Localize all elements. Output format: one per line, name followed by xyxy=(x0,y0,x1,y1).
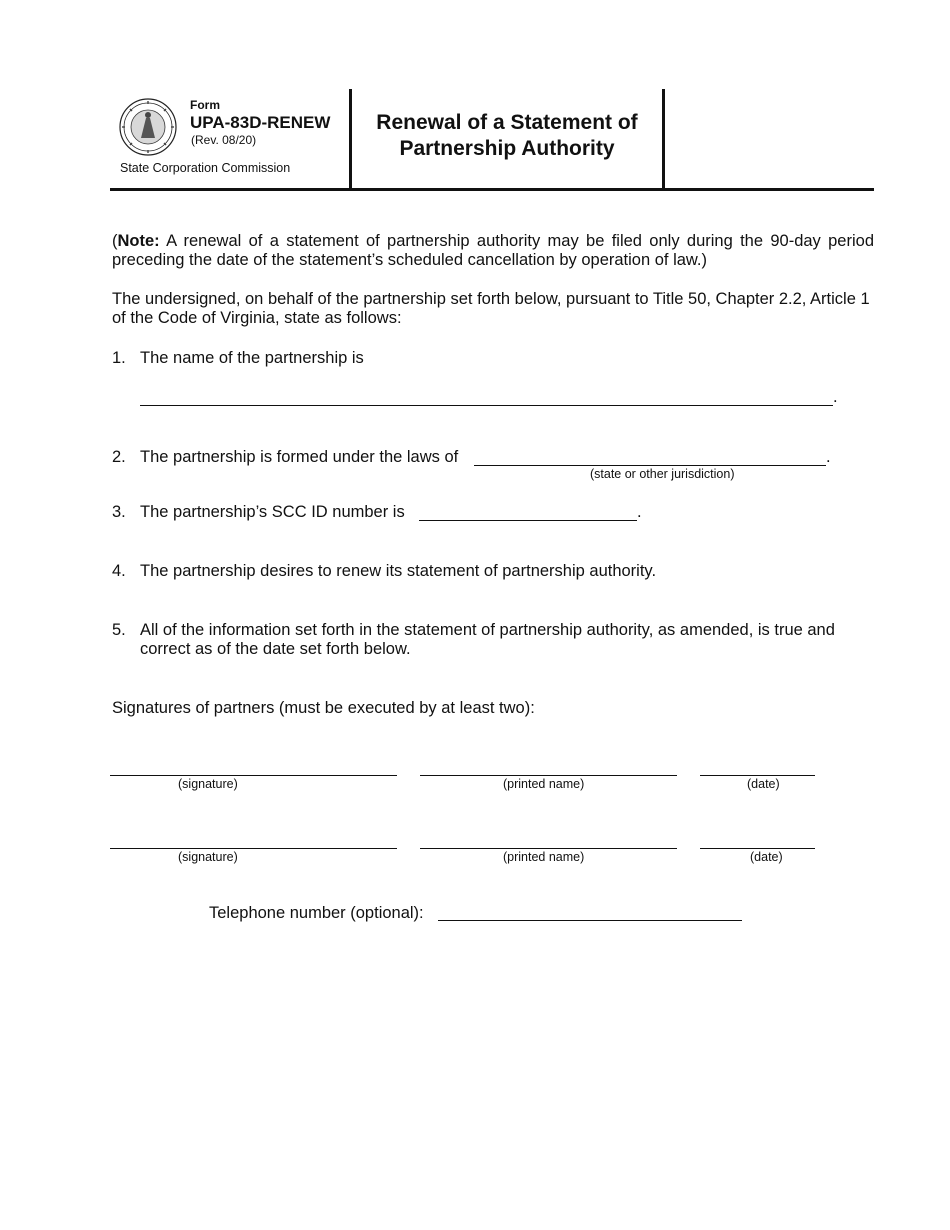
title-line-1: Renewal of a Statement of xyxy=(376,111,638,134)
telephone-field[interactable] xyxy=(438,920,742,921)
jurisdiction-caption: (state or other jurisdiction) xyxy=(590,467,735,481)
note-label: Note: xyxy=(117,232,160,250)
date-field[interactable] xyxy=(700,775,815,776)
item-text: The partnership is formed under the laws of xyxy=(140,448,459,466)
partnership-name-field[interactable] xyxy=(140,405,833,406)
item-number: 5. xyxy=(112,621,126,639)
printed-name-field[interactable] xyxy=(420,848,677,849)
item-text: The partnership’s SCC ID number is xyxy=(140,503,405,521)
date-caption: (date) xyxy=(747,777,780,791)
signature-caption: (signature) xyxy=(178,777,238,791)
period: . xyxy=(826,448,831,466)
signatures-heading: Signatures of partners (must be executed by at least two): xyxy=(112,699,535,717)
date-caption: (date) xyxy=(750,850,783,864)
signature-field[interactable] xyxy=(110,775,397,776)
item-number: 4. xyxy=(112,562,126,580)
item-number: 3. xyxy=(112,503,126,521)
form-label: Form xyxy=(190,98,220,112)
period: . xyxy=(833,388,838,406)
seal-icon xyxy=(119,98,177,156)
signature-caption: (signature) xyxy=(178,850,238,864)
header-divider xyxy=(662,89,665,189)
item-text: The name of the partnership is xyxy=(140,349,364,367)
item-number: 1. xyxy=(112,349,126,367)
form-code: UPA-83D-RENEW xyxy=(190,113,331,132)
item-text: All of the information set forth in the statement of partnership authority, as amended, is true and correct as of the date set forth below. xyxy=(140,621,835,658)
note-paragraph: (Note: A renewal of a statement of partnership authority may be filed only during the 90-day period preceding the date of the statement’s scheduled cancellation by operation of law.) xyxy=(112,232,874,269)
jurisdiction-field[interactable] xyxy=(474,465,826,466)
header-rule xyxy=(110,188,874,191)
printed-name-field[interactable] xyxy=(420,775,677,776)
printed-name-caption: (printed name) xyxy=(503,777,585,791)
scc-id-field[interactable] xyxy=(419,520,637,521)
page-title xyxy=(352,110,662,162)
telephone-label: Telephone number (optional): xyxy=(209,904,424,922)
period: . xyxy=(637,503,642,521)
signature-field[interactable] xyxy=(110,848,397,849)
note-text: A renewal of a statement of partnership authority may be filed only during the 90-day period preceding the date of the statement’s scheduled cancellation by operation of law.) xyxy=(112,232,874,269)
intro-paragraph: The undersigned, on behalf of the partnership set forth below, pursuant to Title 50, Chapter 2.2, Article 1 of the Code of Virginia, state as follows: xyxy=(112,290,870,327)
title-line-2: Partnership Authority xyxy=(399,137,615,160)
form-revision: (Rev. 08/20) xyxy=(191,133,257,147)
agency-name: State Corporation Commission xyxy=(120,161,291,175)
item-text: The partnership desires to renew its statement of partnership authority. xyxy=(140,562,657,580)
item-number: 2. xyxy=(112,448,126,466)
date-field[interactable] xyxy=(700,848,815,849)
printed-name-caption: (printed name) xyxy=(503,850,585,864)
